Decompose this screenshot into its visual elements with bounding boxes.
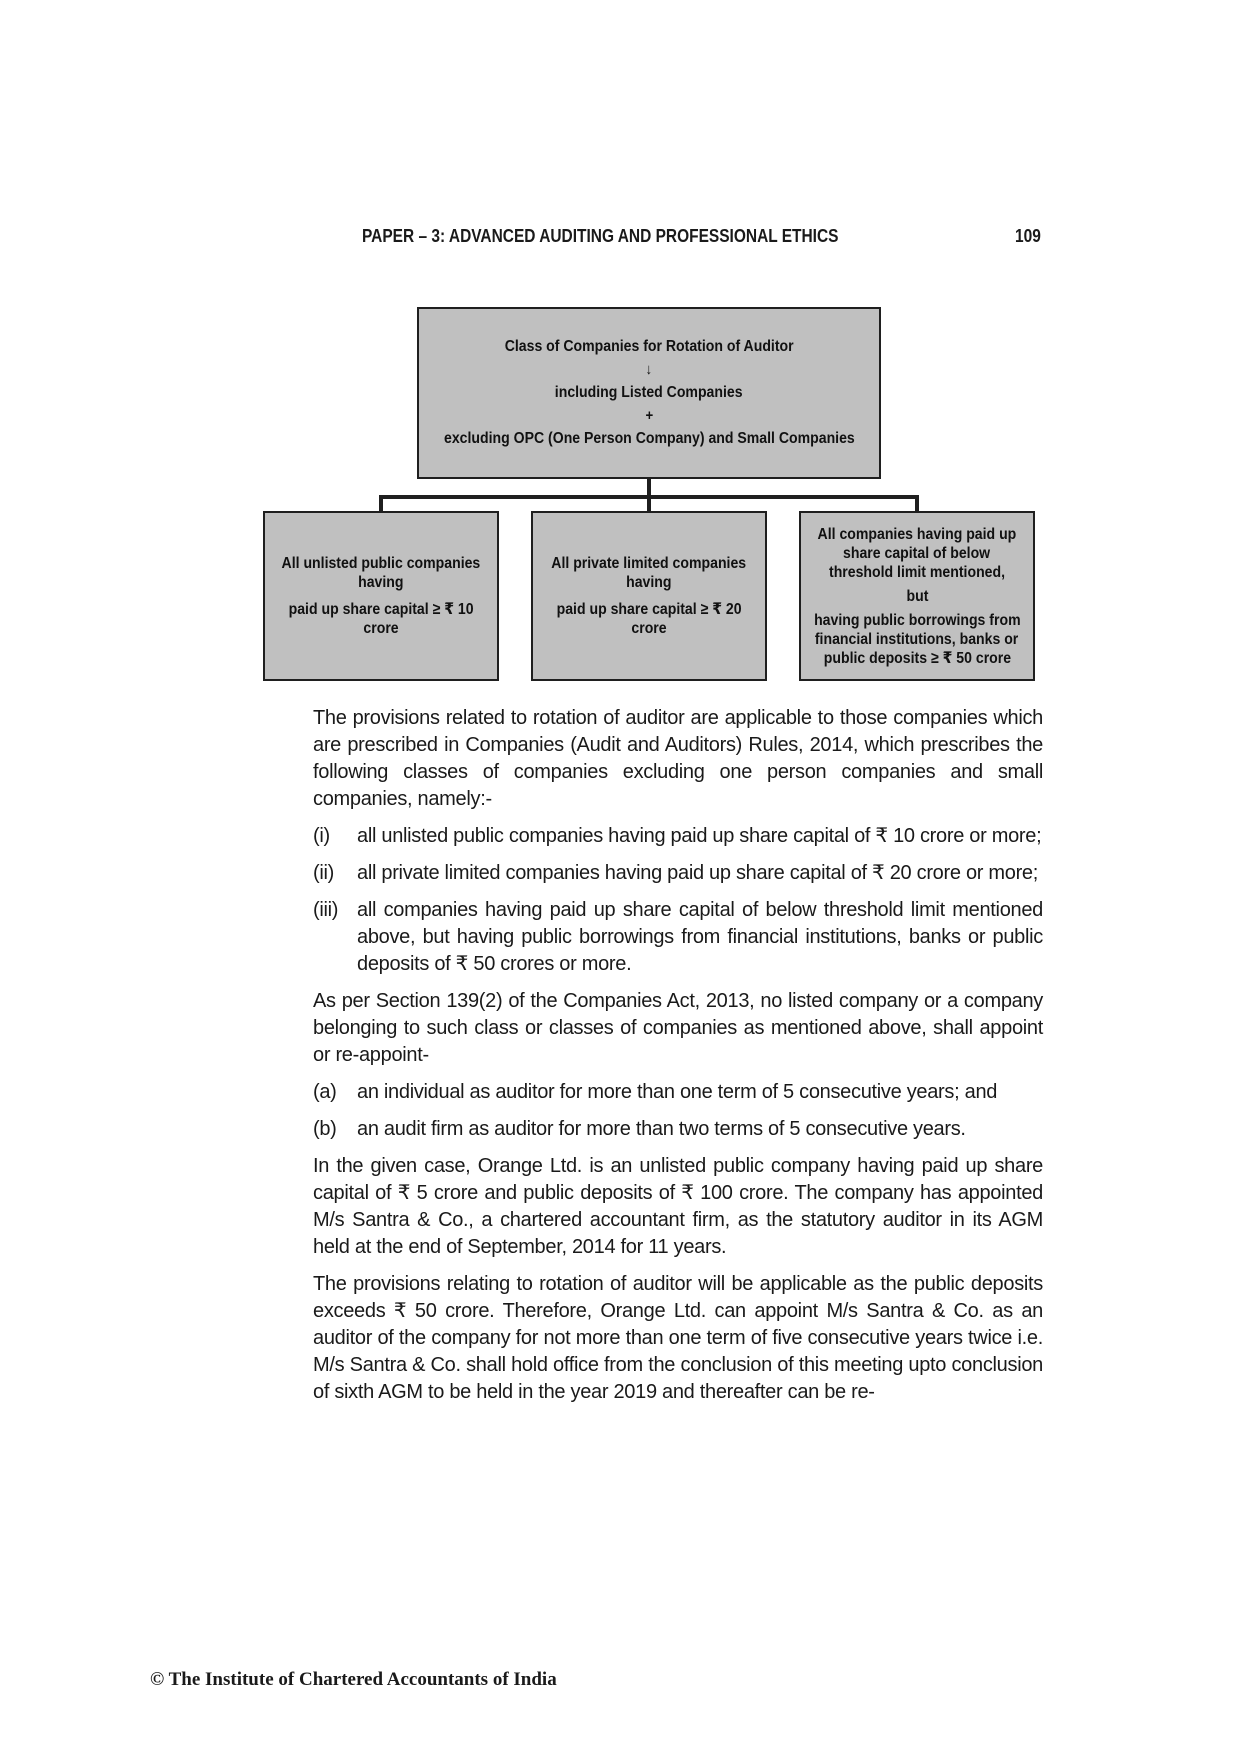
diagram-box-private-limited <box>531 511 767 681</box>
diagram-box-public-borrowings <box>799 511 1035 681</box>
list-item-text: an individual as auditor for more than one term of 5 consecutive years; and <box>357 1081 998 1103</box>
connector-drop-left <box>379 495 383 511</box>
list-item-label: (ii) <box>313 862 335 884</box>
box-line: All private limited companies <box>551 555 747 572</box>
page-number: 109 <box>1015 226 1041 246</box>
diagram-box-unlisted-public <box>263 511 499 681</box>
box-line: paid up share capital ≥ ₹ 10 <box>288 601 474 618</box>
plus-sign: + <box>645 407 653 424</box>
list-item <box>313 823 1043 850</box>
list-item-label: (iii) <box>313 899 339 921</box>
connector-drop-middle <box>647 495 651 511</box>
list-item-label: (a) <box>313 1081 337 1103</box>
down-arrow-icon: ↓ <box>645 361 653 378</box>
box-line: crore <box>631 620 667 637</box>
connector-drop-right <box>915 495 919 511</box>
box-line: having public borrowings from <box>813 611 1021 629</box>
page-header-title: PAPER – 3: ADVANCED AUDITING AND PROFESSIONAL ETHICS <box>362 226 839 246</box>
list-item-label: (b) <box>313 1118 337 1140</box>
list-item <box>313 860 1043 887</box>
box-line: threshold limit mentioned, <box>828 563 1005 581</box>
diagram-root-box <box>417 307 881 479</box>
box-line: but <box>906 587 928 605</box>
box-line: having <box>626 574 672 591</box>
box-line: All unlisted public companies <box>281 555 481 572</box>
body-text <box>313 705 1043 1416</box>
list-item <box>313 1116 1043 1143</box>
list-item-text: an audit firm as auditor for more than two terms of 5 consecutive years. <box>357 1118 966 1140</box>
list-item-label: (i) <box>313 825 330 847</box>
list-item <box>313 897 1043 978</box>
list-item-text: all private limited companies having paid up share capital of ₹ 20 crore or more; <box>357 862 1039 884</box>
list-item <box>313 1079 1043 1106</box>
box-line: paid up share capital ≥ ₹ 20 <box>556 601 742 618</box>
box-line: public deposits ≥ ₹ 50 crore <box>823 649 1011 667</box>
root-box-line: excluding OPC (One Person Company) and Small Companies <box>443 430 855 447</box>
root-box-line: including Listed Companies <box>555 384 743 401</box>
list-item-text: all unlisted public companies having paid up share capital of ₹ 10 crore or more; <box>357 825 1042 847</box>
box-line: financial institutions, banks or <box>815 630 1019 648</box>
box-line: crore <box>363 620 399 637</box>
paragraph: The provisions related to rotation of auditor are applicable to those companies which are prescribed in Companies (Audit and Auditors) Rules, 2014, which prescribes the following classes of companies excluding one person companies and small companies, namely:- <box>313 707 1043 810</box>
paragraph: As per Section 139(2) of the Companies Act, 2013, no listed company or a company belonging to such class or classes of companies as mentioned above, shall appoint or re-appoint- <box>313 990 1043 1066</box>
list-item-text: all companies having paid up share capital of below threshold limit mentioned above, but having public borrowings from financial institutions, banks or public deposits of ₹ 50 crores or more. <box>357 899 1043 975</box>
root-box-line: Class of Companies for Rotation of Auditor <box>504 338 794 355</box>
box-line: having <box>358 574 404 591</box>
paragraph: In the given case, Orange Ltd. is an unlisted public company having paid up share capital of ₹ 5 crore and public deposits of ₹ 100 crore. The company has appointed M/s Santra & Co., a chartered accountant firm, as the statutory auditor in its AGM held at the end of September, 2014 for 11 years. <box>313 1155 1043 1258</box>
box-line: share capital of below <box>843 544 991 562</box>
footer-copyright: © The Institute of Chartered Accountants of India <box>150 1669 557 1690</box>
box-line: All companies having paid up <box>817 525 1017 543</box>
paragraph: The provisions relating to rotation of auditor will be applicable as the public deposits exceeds ₹ 50 crore. Therefore, Orange Ltd. can appoint M/s Santra & Co. as an auditor of the company for not more than one term of five consecutive years twice i.e. M/s Santra & Co. shall hold office from the conclusion of this meeting upto conclusion of sixth AGM to be held in the year 2019 and thereafter can be re- <box>313 1273 1043 1403</box>
